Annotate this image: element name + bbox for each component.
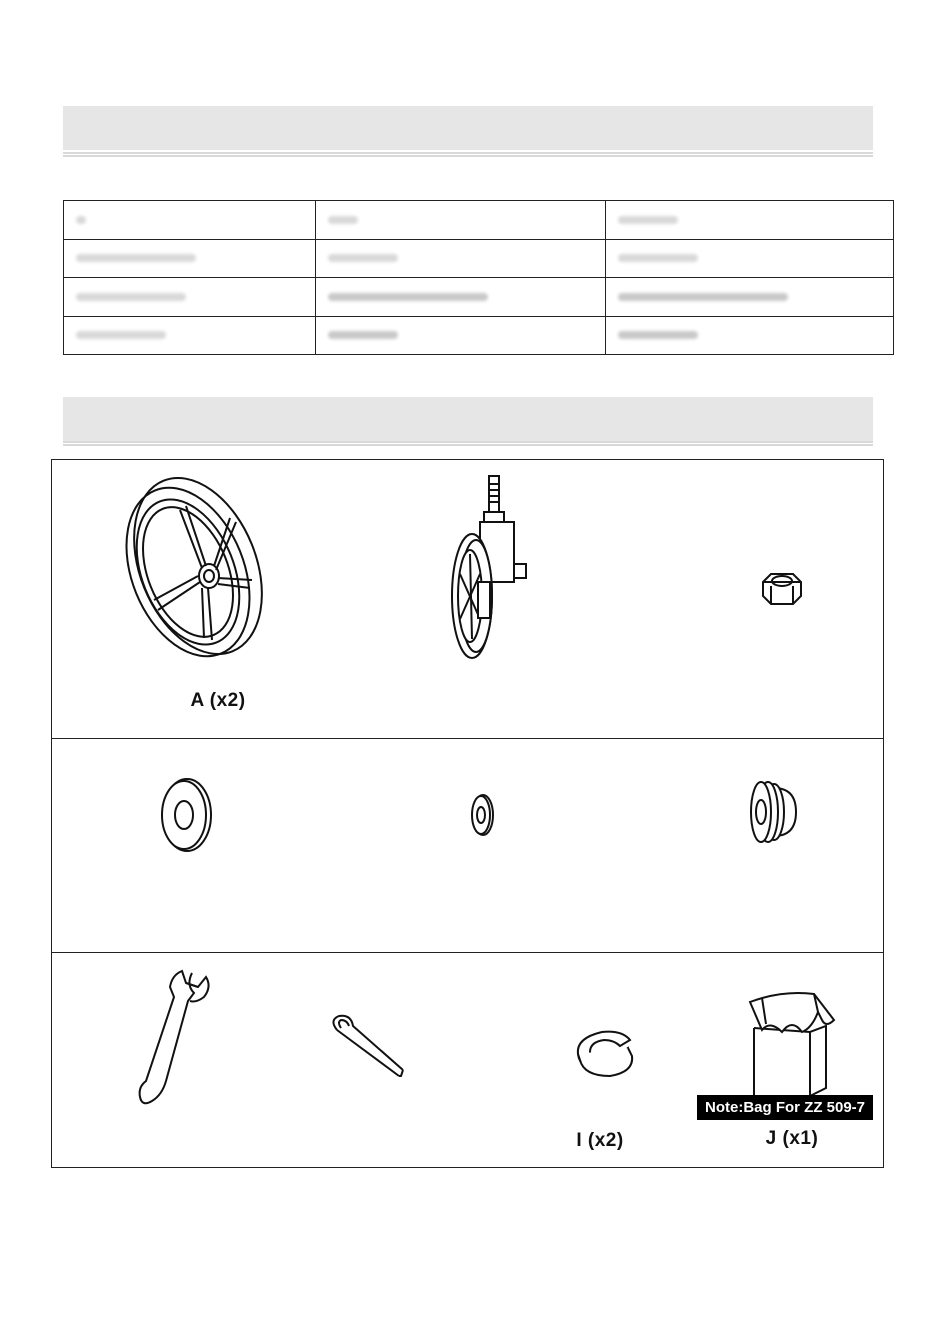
wrench-icon bbox=[132, 965, 232, 1115]
lock-washer-icon bbox=[572, 1020, 642, 1080]
table-row bbox=[64, 201, 894, 240]
bushing-icon bbox=[744, 772, 804, 852]
section-header-underline bbox=[63, 152, 873, 158]
row-divider bbox=[52, 738, 883, 739]
row-divider bbox=[52, 952, 883, 953]
table-cell bbox=[64, 316, 316, 355]
part-label-j: J (x1) bbox=[765, 1128, 819, 1149]
table-row bbox=[64, 239, 894, 278]
cotter-pin-icon bbox=[327, 1010, 412, 1085]
table-row bbox=[64, 316, 894, 355]
section-header-band bbox=[63, 397, 873, 441]
part-label-i: I (x2) bbox=[576, 1130, 624, 1151]
caster-icon bbox=[442, 474, 542, 664]
part-label-a: A (x2) bbox=[190, 690, 246, 711]
parts-list-box bbox=[51, 459, 884, 1168]
table-cell bbox=[64, 239, 316, 278]
table-cell bbox=[606, 278, 894, 317]
section-header-underline bbox=[63, 441, 873, 447]
large-washer-icon bbox=[157, 775, 217, 855]
table-cell bbox=[64, 278, 316, 317]
section-header-band bbox=[63, 106, 873, 150]
specification-table bbox=[63, 200, 894, 355]
table-cell bbox=[64, 201, 316, 240]
table-cell bbox=[606, 201, 894, 240]
table-cell bbox=[316, 278, 606, 317]
small-washer-icon bbox=[467, 790, 497, 840]
table-cell bbox=[606, 316, 894, 355]
parts-bag-icon bbox=[742, 988, 842, 1103]
wheel-icon bbox=[102, 470, 282, 680]
table-row bbox=[64, 278, 894, 317]
table-cell bbox=[316, 201, 606, 240]
table-cell bbox=[316, 316, 606, 355]
table-cell bbox=[606, 239, 894, 278]
bag-note: Note:Bag For ZZ 509-7 bbox=[697, 1095, 873, 1120]
table-cell bbox=[316, 239, 606, 278]
hex-nut-icon bbox=[757, 570, 807, 610]
